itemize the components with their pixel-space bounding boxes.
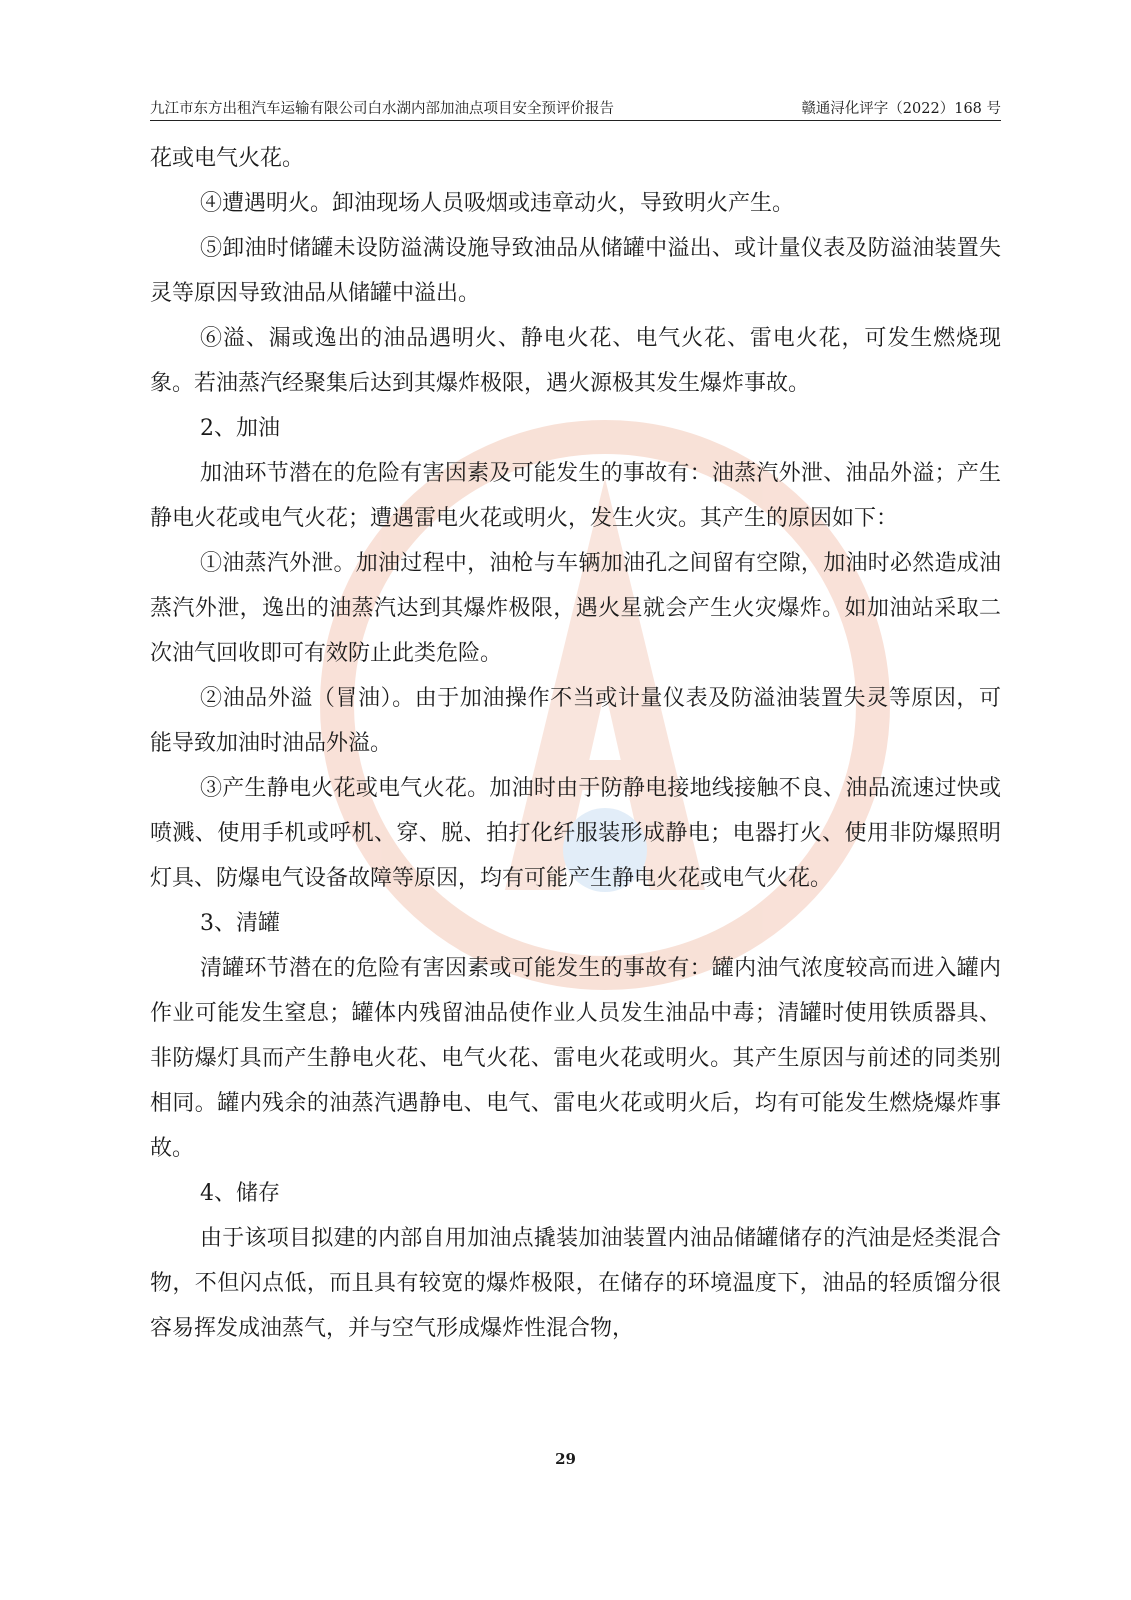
header-document-number: 赣通浔化评字（2022）168 号 bbox=[801, 101, 1001, 117]
paragraph: 花或电气火花。 bbox=[150, 146, 305, 171]
paragraph: ③产生静电火花或电气火花。加油时由于防静电接地线接触不良、油品流速过快或喷溅、使用手机或呼机、穿、脱、拍打化纤服装形成静电；电器打火、使用非防爆照明灯具、防爆电气设备故障等原因，均有可能产生静电火花或电气火花。 bbox=[150, 776, 1001, 891]
page-number: 29 bbox=[555, 1450, 576, 1468]
paragraph: ⑥溢、漏或逸出的油品遇明火、静电火花、电气火花、雷电火花，可发生燃烧现象。若油蒸汽经聚集后达到其爆炸极限，遇火源极其发生爆炸事故。 bbox=[150, 326, 1001, 396]
section-heading: 4、储存 bbox=[200, 1181, 280, 1206]
section-heading: 3、清罐 bbox=[200, 911, 280, 936]
paragraph: ⑤卸油时储罐未设防溢满设施导致油品从储罐中溢出、或计量仪表及防溢油装置失灵等原因导致油品从储罐中溢出。 bbox=[150, 236, 1001, 306]
page-header bbox=[150, 96, 1001, 121]
header-report-title: 九江市东方出租汽车运输有限公司白水湖内部加油点项目安全预评价报告 bbox=[150, 101, 614, 117]
paragraph: 清罐环节潜在的危险有害因素或可能发生的事故有：罐内油气浓度较高而进入罐内作业可能发生窒息；罐体内残留油品使作业人员发生油品中毒；清罐时使用铁质器具、非防爆灯具而产生静电火花、电气火花、雷电火花或明火。其产生原因与前述的同类别相同。罐内残余的油蒸汽遇静电、电气、雷电火花或明火后，均有可能发生燃烧爆炸事故。 bbox=[150, 956, 1001, 1161]
paragraph: 由于该项目拟建的内部自用加油点撬装加油装置内油品储罐储存的汽油是烃类混合物，不但闪点低，而且具有较宽的爆炸极限，在储存的环境温度下，油品的轻质馏分很容易挥发成油蒸气，并与空气形成爆炸性混合物， bbox=[150, 1226, 1001, 1341]
paragraph: ②油品外溢（冒油）。由于加油操作不当或计量仪表及防溢油装置失灵等原因，可能导致加油时油品外溢。 bbox=[150, 686, 1001, 756]
paragraph: ①油蒸汽外泄。加油过程中，油枪与车辆加油孔之间留有空隙，加油时必然造成油蒸汽外泄，逸出的油蒸汽达到其爆炸极限，遇火星就会产生火灾爆炸。如加油站采取二次油气回收即可有效防止此类危险。 bbox=[150, 551, 1001, 666]
body-text bbox=[150, 136, 1001, 1351]
section-heading: 2、加油 bbox=[200, 416, 280, 441]
paragraph: 加油环节潜在的危险有害因素及可能发生的事故有：油蒸汽外泄、油品外溢；产生静电火花或电气火花；遭遇雷电火花或明火，发生火灾。其产生的原因如下： bbox=[150, 461, 1001, 531]
paragraph: ④遭遇明火。卸油现场人员吸烟或违章动火，导致明火产生。 bbox=[200, 191, 795, 216]
